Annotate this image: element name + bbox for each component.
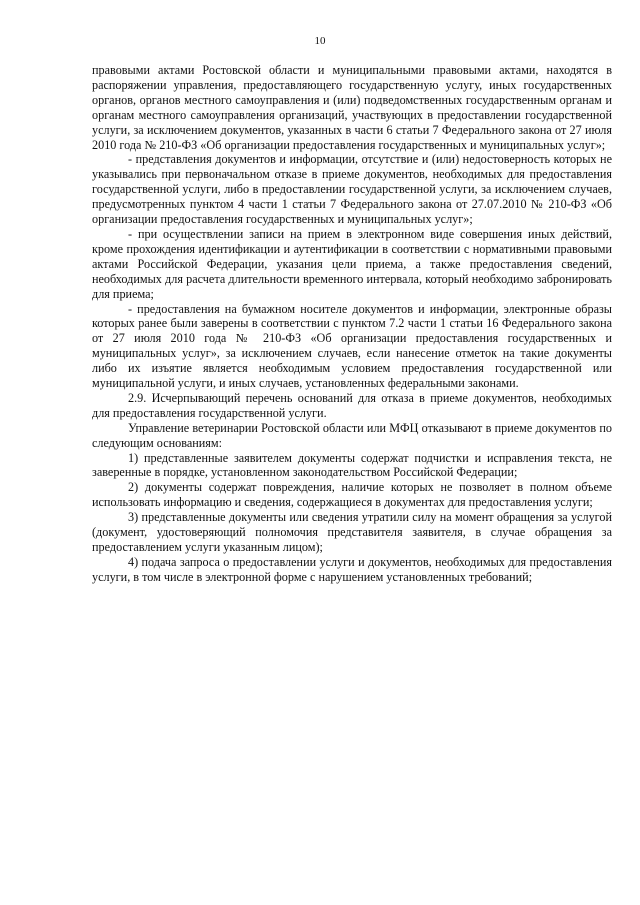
paragraph-item-4: 4) подача запроса о предоставлении услуги и документов, необходимых для предоставления услуги, в том числе в электронной форме с нарушением установленных требований; [92, 554, 612, 584]
body-text [92, 63, 612, 585]
paragraph-intro: Управление ветеринарии Ростовской области или МФЦ отказывают в приеме документов по следующим основаниям: [92, 420, 612, 450]
paragraph-continuation: правовыми актами Ростовской области и муниципальными правовыми актами, находятся в распоряжении управления, предоставляющего государственную услугу, иных государственных органов, органов местного самоуправления и (или) подведомственных государственным органам и органам местного самоуправления организаций, участвующих в предоставлении государственной услуги, за исключением документов, указанных в части 6 статьи 7 Федерального закона от 27 июля 2010 года № 210-ФЗ «Об организации предоставления государственных и муниципальных услуг»; [92, 63, 612, 152]
paragraph-item-2: 2) документы содержат повреждения, наличие которых не позволяет в полном объеме использовать информацию и сведения, содержащиеся в документах для предоставления услуги; [92, 480, 612, 510]
page-number: 10 [314, 35, 326, 47]
paragraph-item-1: 1) представленные заявителем документы содержат подчистки и исправления текста, не заверенные в порядке, установленном законодательством Российской Федерации; [92, 450, 612, 480]
paragraph-section-2-9: 2.9. Исчерпывающий перечень оснований для отказа в приеме документов, необходимых для предоставления государственной услуги. [92, 390, 612, 420]
paragraph-bullet-2: - при осуществлении записи на прием в электронном виде совершения иных действий, кроме прохождения идентификации и аутентификации в соответствии с нормативными правовыми актами Российской Федерации, указания цели приема, а также предоставления сведений, необходимых для расчета длительности временного интервала, который необходимо забронировать для приема; [92, 226, 612, 301]
paragraph-bullet-3: - предоставления на бумажном носителе документов и информации, электронные образы которых ранее были заверены в соответствии с пунктом 7.2 части 1 статьи 16 Федерального закона от 27 июля 2010 года № 210-ФЗ «Об организации предоставления государственных и муниципальных услуг», за исключением случаев, если нанесение отметок на такие документы либо их изъятие является необходимым условием предоставления государственной или муниципальной услуги, и иных случаев, установленных федеральными законами. [92, 301, 612, 391]
paragraph-item-3: 3) представленные документы или сведения утратили силу на момент обращения за услугой (документ, удостоверяющий полномочия представителя заявителя, в случае обращения за предоставлением услуги указанным лицом); [92, 510, 612, 554]
paragraph-bullet-1: - представления документов и информации, отсутствие и (или) недостоверность которых не указывались при первоначальном отказе в приеме документов, необходимых для предоставления государственной услуги, либо в предоставлении государственной услуги, за исключением случаев, предусмотренных пунктом 4 части 1 статьи 7 Федерального закона от 27.07.2010 № 210-ФЗ «Об организации предоставления государственных и муниципальных услуг»; [92, 152, 612, 227]
